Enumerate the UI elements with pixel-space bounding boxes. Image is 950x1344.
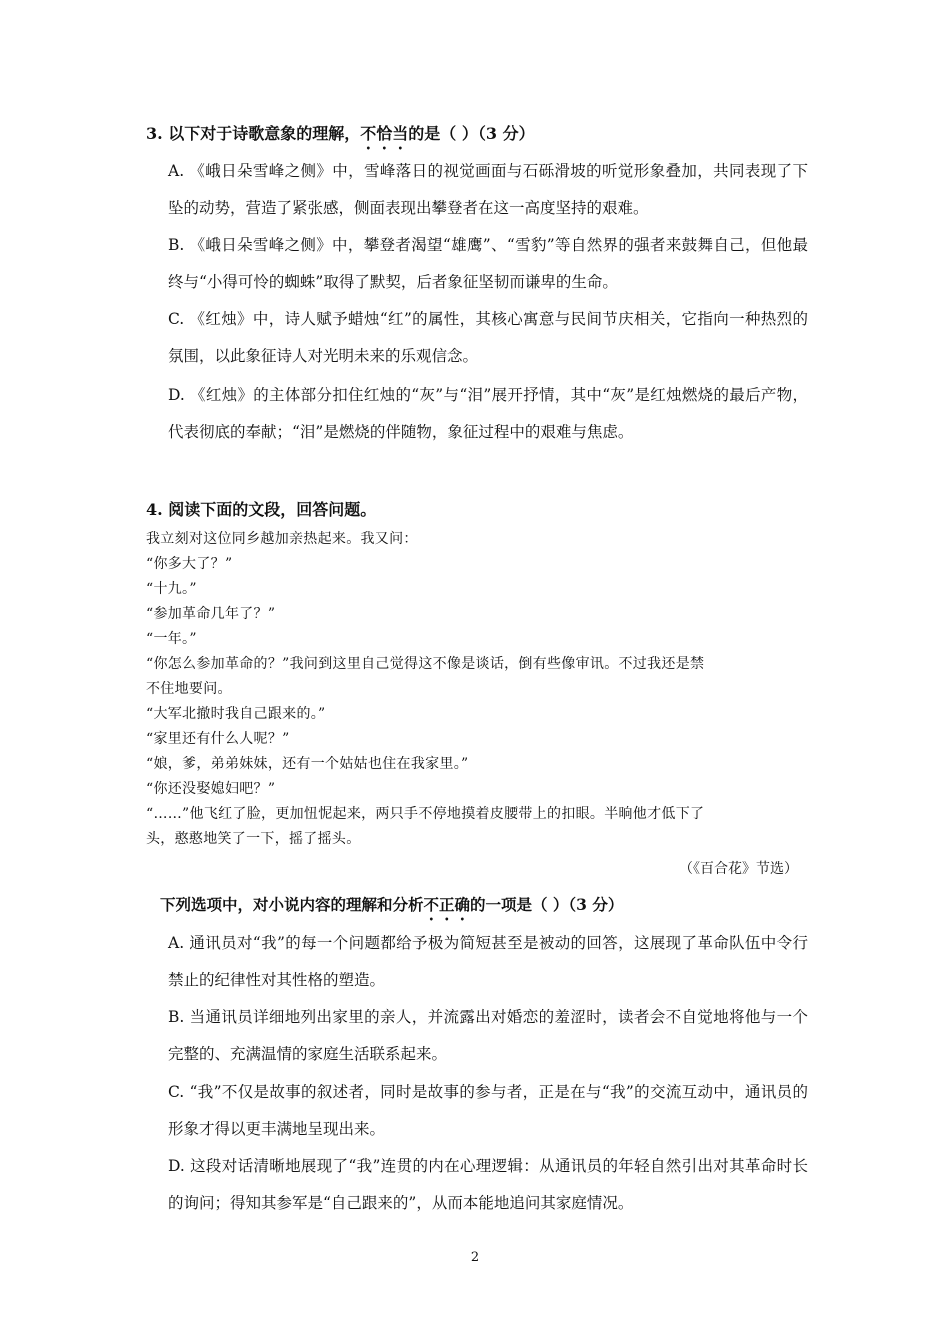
page-number: 2	[470, 1250, 480, 1265]
question-3-title: 3. 以下对于诗歌意象的理解，不恰当的是（ ）（3 分）	[146, 124, 535, 143]
passage-line: “你怎么参加革命的？”我问到这里自己觉得这不像是谈话，倒有些像审讯。不过我还是禁	[146, 656, 705, 672]
passage-line: “十九。”	[146, 581, 197, 597]
question-3-option-a: A. 《峨日朵雪峰之侧》中，雪峰落日的视觉画面与石砾滑坡的听觉形象叠加，共同表现了下坠的动势，营造了紧张感，侧面表现出攀登者在这一高度坚持的艰难。	[168, 162, 808, 217]
passage-line: “大军北撤时我自己跟来的。”	[146, 706, 326, 722]
question-4-subquestion: 下列选项中，对小说内容的理解和分析不正确的一项是（ ）（3 分）	[160, 895, 624, 914]
passage-source: （《百合花》节选）	[679, 861, 798, 877]
question-3-option-d: D. 《红烛》的主体部分扣住红烛的“灰”与“泪”展开抒情，其中“灰”是红烛燃烧的最后产物，代表彻底的奉献；“泪”是燃烧的伴随物，象征过程中的艰难与焦虑。	[168, 386, 808, 441]
question-4-option-a: A. 通讯员对“我”的每一个问题都给予极为简短甚至是被动的回答，这展现了革命队伍中令行禁止的纪律性对其性格的塑造。	[168, 934, 808, 989]
emphasis-text: 不恰当	[360, 124, 409, 143]
passage-line: 不住地要问。	[146, 681, 232, 697]
question-4-option-b: B. 当通讯员详细地列出家里的亲人，并流露出对婚恋的羞涩时，读者会不自觉地将他与一个完整的、充满温情的家庭生活联系起来。	[168, 1008, 808, 1063]
emphasis-text: 不正确	[423, 895, 471, 914]
question-3-option-b: B. 《峨日朵雪峰之侧》中，攀登者渴望“雄鹰”、“雪豹”等自然界的强者来鼓舞自己，但他最终与“小得可怜的蜘蛛”取得了默契，后者象征坚韧而谦卑的生命。	[168, 236, 808, 291]
passage-line: “家里还有什么人呢？”	[146, 731, 290, 747]
passage-line: “参加革命几年了？”	[146, 606, 276, 622]
passage-line: “娘，爹，弟弟妹妹，还有一个姑姑也住在我家里。”	[146, 756, 469, 772]
passage-line: “一年。”	[146, 631, 197, 647]
question-3-option-c: C. 《红烛》中，诗人赋予蜡烛“红”的属性，其核心寓意与民间节庆相关，它指向一种热烈的氛围，以此象征诗人对光明未来的乐观信念。	[168, 310, 808, 365]
question-4-option-d: D. 这段对话清晰地展现了“我”连贯的内在心理逻辑：从通讯员的年轻自然引出对其革命时长的询问；得知其参军是“自己跟来的”，从而本能地追问其家庭情况。	[168, 1157, 808, 1212]
passage-line: 头，憨憨地笑了一下，摇了摇头。	[146, 831, 361, 847]
passage-line: “你多大了？”	[146, 556, 233, 572]
passage-line: “……”他飞红了脸，更加忸怩起来，两只手不停地摸着皮腰带上的扣眼。半晌他才低下了	[146, 806, 705, 822]
question-4-option-c: C. “我”不仅是故事的叙述者，同时是故事的参与者，正是在与“我”的交流互动中，通讯员的形象才得以更丰满地呈现出来。	[168, 1083, 808, 1138]
question-4-title: 4. 阅读下面的文段，回答问题。	[146, 500, 377, 519]
passage-line: 我立刻对这位同乡越加亲热起来。我又问：	[146, 531, 418, 547]
passage-line: “你还没娶媳妇吧？”	[146, 781, 276, 797]
